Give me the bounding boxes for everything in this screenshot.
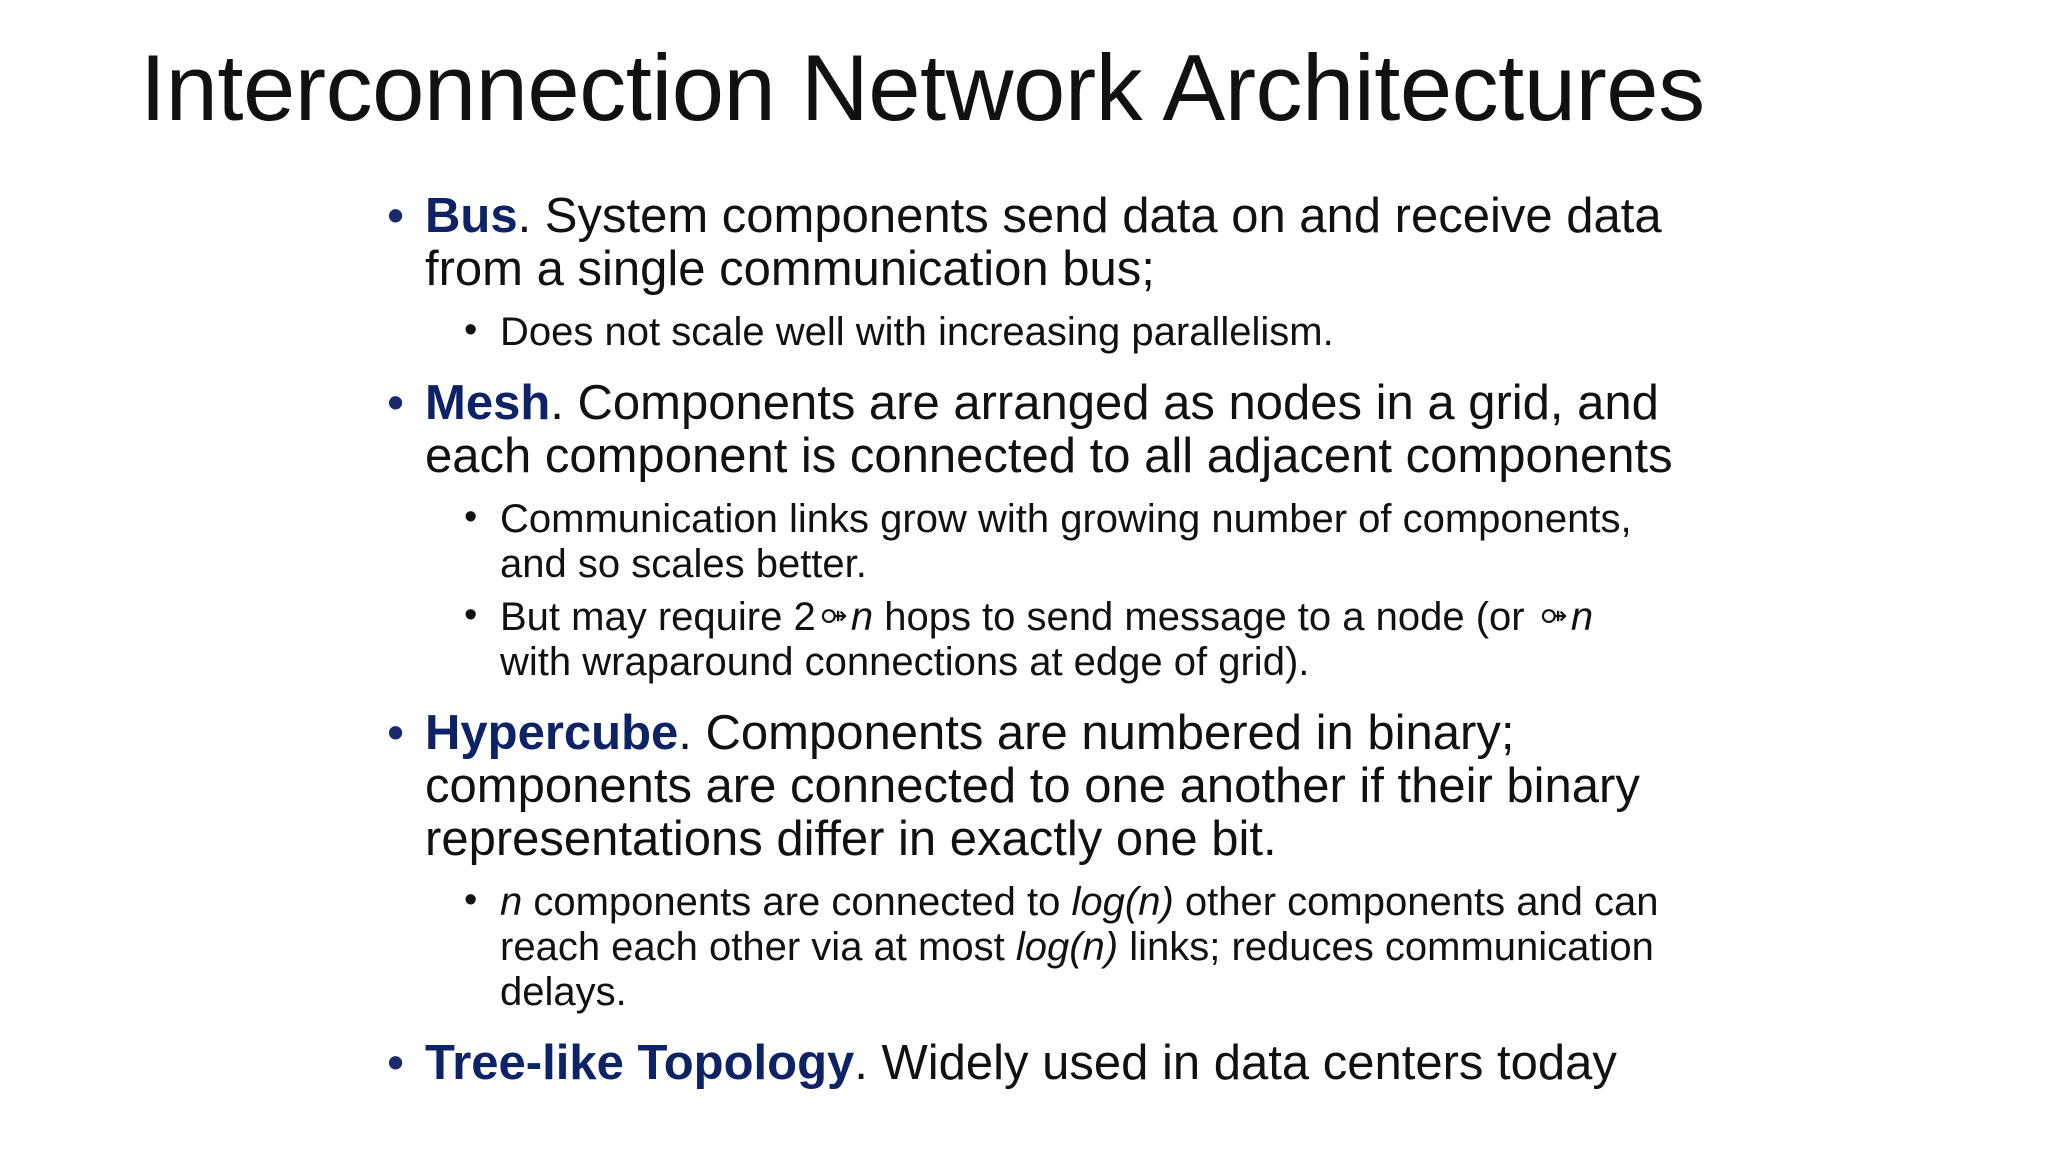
term-hypercube: Hypercube bbox=[425, 706, 679, 760]
log-n-term: log(n) bbox=[1071, 880, 1174, 924]
sub-bullet-text: Communication links grow with growing number of components, and so scales better. bbox=[500, 497, 1632, 586]
sub-bullet-text-part: links; reduces communication delays. bbox=[500, 925, 1654, 1014]
variable-n: n bbox=[850, 595, 874, 639]
sub-bullet-text-part: with wraparound connections at edge of grid). bbox=[500, 640, 1310, 684]
sub-bullet-text-part: hops to send message to a node (or bbox=[873, 595, 1536, 639]
sub-bullet-text-part: But may require 2 bbox=[500, 595, 816, 639]
tree-description: . Widely used in data centers today bbox=[854, 1036, 1617, 1090]
bullet-dot-icon: • bbox=[464, 594, 478, 636]
sub-bullet-hypercube-log bbox=[464, 879, 1660, 1015]
hypercube-description: . Components are numbered in binary; components are connected to one another if their binary representations differ in exactly one bit. bbox=[425, 706, 1640, 866]
slide-title: Interconnection Network Architectures bbox=[140, 35, 1705, 140]
bullet-dot-icon: • bbox=[387, 376, 405, 430]
bus-description: . System components send data on and receive data from a single communication bus; bbox=[425, 189, 1662, 296]
sub-bullet-text-part: other components and can reach each other via at most bbox=[500, 880, 1659, 969]
bullet-dot-icon: • bbox=[464, 496, 478, 538]
sub-bullet-text: Does not scale well with increasing parallelism. bbox=[500, 310, 1334, 354]
bullet-dot-icon: • bbox=[464, 309, 478, 351]
bullet-bus bbox=[387, 189, 1715, 296]
log-n-term: log(n) bbox=[1015, 925, 1119, 969]
term-mesh: Mesh bbox=[425, 376, 551, 430]
mesh-description: . Components are arranged as nodes in a grid, and each component is connected to all adjacent components bbox=[425, 376, 1673, 483]
sub-bullet-mesh-hops bbox=[464, 594, 1660, 685]
term-tree-topology: Tree-like Topology bbox=[425, 1036, 855, 1090]
bullet-dot-icon: • bbox=[464, 879, 478, 921]
bullet-mesh bbox=[387, 376, 1715, 483]
sub-bullet-text-part: components are connected to bbox=[522, 880, 1072, 924]
bullet-dot-icon: • bbox=[387, 1036, 405, 1090]
bullet-dot-icon: • bbox=[387, 189, 405, 243]
bullet-dot-icon: • bbox=[387, 706, 405, 760]
term-bus: Bus bbox=[425, 189, 518, 243]
bullet-tree-topology bbox=[387, 1036, 1715, 1090]
sqrt-symbol-icon: ⚩ bbox=[1541, 601, 1567, 634]
sqrt-symbol-icon: ⚩ bbox=[821, 601, 847, 634]
variable-n: n bbox=[500, 880, 523, 924]
variable-n: n bbox=[1570, 595, 1594, 639]
bullet-hypercube bbox=[387, 706, 1715, 866]
sub-bullet-bus-scaling bbox=[464, 309, 1660, 355]
sub-bullet-mesh-links bbox=[464, 496, 1660, 587]
bullet-list bbox=[0, 190, 2048, 1090]
